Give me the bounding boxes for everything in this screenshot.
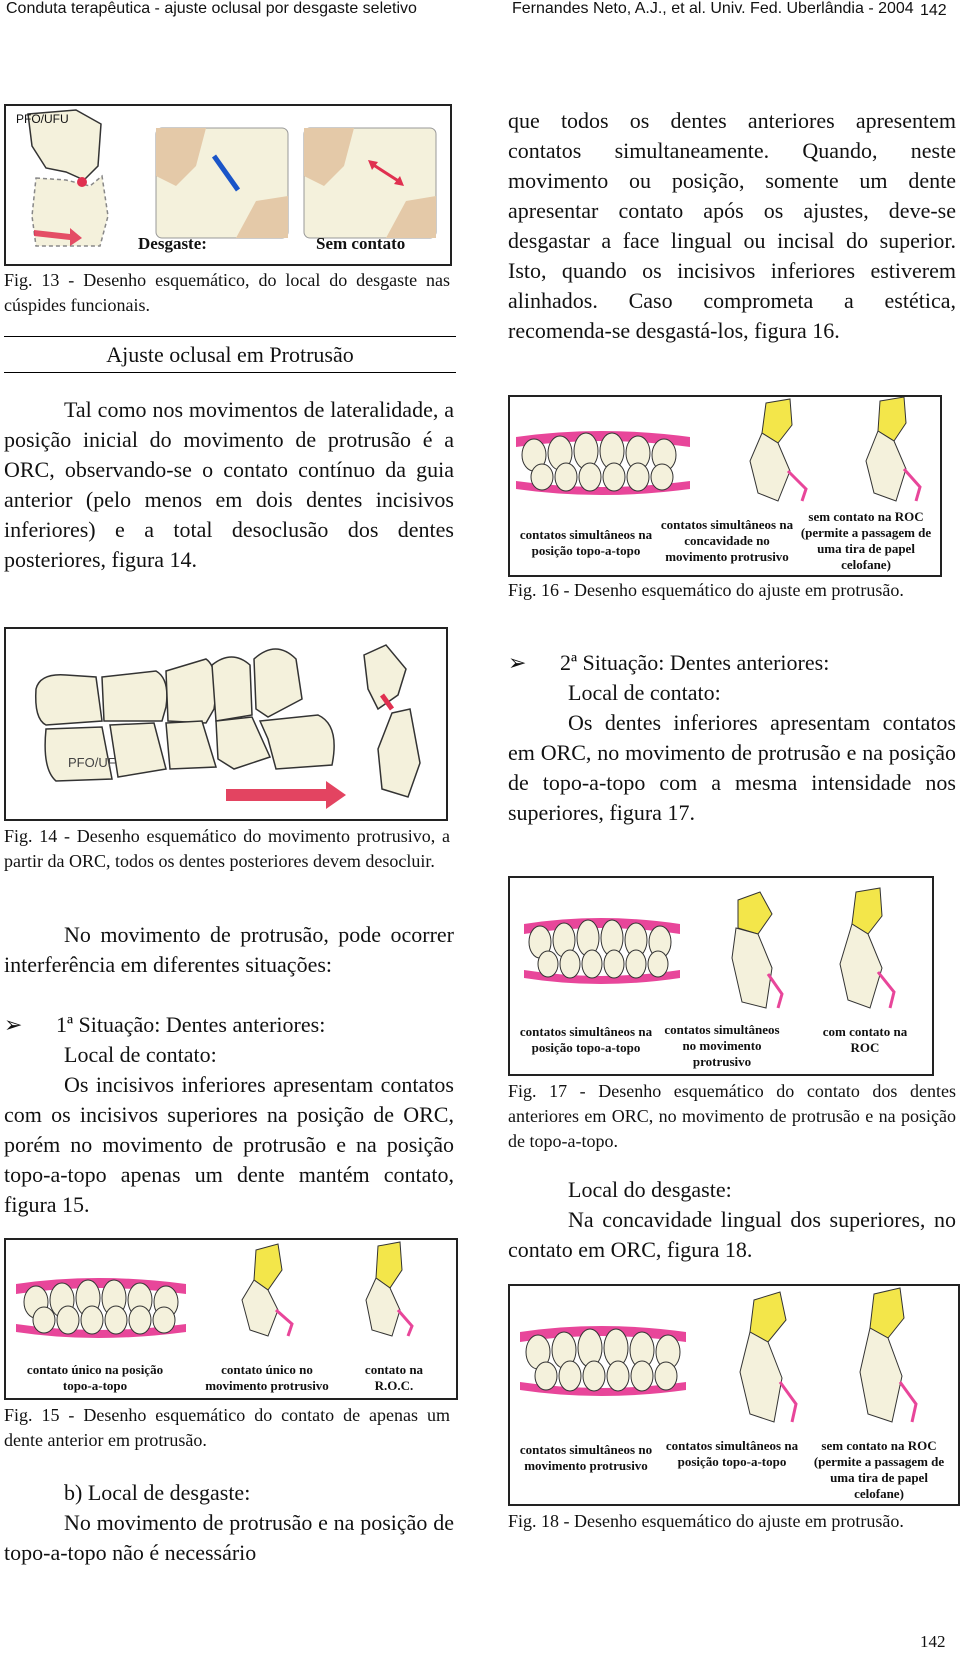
local-desgaste-2-title: Local do desgaste:: [568, 1177, 732, 1202]
section-rule-top: [4, 336, 456, 337]
header-left: Conduta terapêutica - ajuste oclusal por desgaste seletivo: [6, 0, 417, 17]
local-desgaste-2-text: Na concavidade lingual dos superiores, no contato em ORC, figura 18.: [508, 1207, 956, 1262]
figure-15-label-3: contato na R.O.C.: [364, 1362, 424, 1393]
figure-13-label-desgaste: Desgaste:: [138, 234, 207, 253]
situation-1-text: Os incisivos inferiores apresentam contatos com os incisivos superiores na posição de ORC, porém no movimento de protrusão e na posição topo-a-topo apenas um dente mantém contato, figura 15.: [4, 1072, 454, 1217]
local-desgaste-b-text: No movimento de protrusão e na posição de topo-a-topo não é necessário: [4, 1510, 454, 1565]
figure-16-label-1: contatos simultâneos na posição topo-a-topo: [519, 527, 653, 558]
situation-2-title: 2ª Situação: Dentes anteriores:: [559, 650, 830, 675]
figure-18-label-1: contatos simultâneos no movimento protrusivo: [519, 1442, 653, 1473]
figure-17-label-3: com contato na ROC: [822, 1024, 908, 1055]
figure-13: [4, 104, 452, 266]
figure-13-label-sem-contato: Sem contato: [316, 234, 406, 253]
figure-16-drawing: [510, 397, 940, 507]
figure-18-profile-1: [740, 1292, 796, 1422]
figure-17: [508, 876, 934, 1076]
figure-13-caption: Fig. 13 - Desenho esquemático, do local do desgaste nas cúspides funcionais.: [4, 270, 450, 315]
figure-16: [508, 395, 942, 577]
situation-1-local: Local de contato:: [64, 1042, 217, 1067]
figure-14: [4, 627, 448, 821]
figure-16-caption: Fig. 16 - Desenho esquemático do ajuste em protrusão.: [508, 580, 904, 600]
figure-18-drawing: [510, 1286, 958, 1436]
section-title: Ajuste oclusal em Protrusão: [106, 342, 354, 367]
figure-17-label-1: contatos simultâneos na posição topo-a-topo: [519, 1024, 653, 1055]
figure-15-profile-1: [242, 1244, 292, 1336]
figure-15-label-1: contato único na posição topo-a-topo: [26, 1362, 164, 1393]
bullet-arrow-icon: ➢: [4, 1012, 23, 1037]
figure-17-drawing: [510, 878, 932, 1018]
figure-15-caption: Fig. 15 - Desenho esquemático do contato de apenas um dente anterior em protrusão.: [4, 1405, 450, 1450]
figure-14-drawing: [6, 629, 446, 819]
figure-17-label-2: contatos simultâneos no movimento protrusivo: [664, 1022, 780, 1069]
figure-18-teeth-row: [520, 1326, 686, 1396]
paragraph-right-continuation: que todos os dentes anteriores apresentem contatos simultaneamente. Quando, neste movimento ou posição, somente um dente apresentar contato após os ajustes, deve-se desgastar a face lingual ou incisal do superior. Isto, quando os incisivos inferiores estiverem alinhados. Caso comprometa a estética, recomenda-se desgastá-los, figura 16.: [508, 108, 956, 343]
figure-18-caption: Fig. 18 - Desenho esquemático do ajuste em protrusão.: [508, 1511, 904, 1531]
figure-16-label-3: sem contato na ROC (permite a passagem de uma tira de papel celofane): [800, 509, 932, 572]
figure-15-teeth-row: [16, 1278, 186, 1338]
figure-15-label-2: contato único no movimento protrusivo: [205, 1362, 329, 1393]
local-desgaste-b-title: b) Local de desgaste:: [64, 1480, 251, 1505]
figure-17-profile-1: [732, 892, 782, 1008]
figure-18-label-3: sem contato na ROC (permite a passagem de uma tira de papel celofane): [813, 1438, 945, 1501]
paragraph-protrusion-intro: Tal como nos movimentos de lateralidade, a posição inicial do movimento de protrusão é a ORC, observando-se o contato contínuo da guia anterior (pelo menos em dois dentes incisivos inferiores) e a total desoclusão dos dentes posteriores, figura 14.: [4, 397, 454, 572]
figure-18-profile-2: [860, 1288, 916, 1422]
situation-1-bullet: [4, 1010, 454, 1040]
figure-15: [4, 1238, 458, 1400]
figure-16-teeth-row: [516, 431, 690, 495]
header-right: Fernandes Neto, A.J., et al. Univ. Fed. Uberlândia - 2004: [512, 0, 914, 17]
figure-13-watermark: PFO/UFU: [16, 112, 69, 126]
figure-17-teeth-row: [524, 918, 680, 984]
figure-16-profile-2: [866, 397, 920, 501]
figure-18: [508, 1284, 960, 1506]
header-page-number: 142: [920, 2, 947, 19]
figure-14-watermark: PFO/UF: [68, 755, 116, 770]
figure-16-profile-1: [750, 399, 806, 501]
section-rule-bottom: [4, 372, 456, 373]
figure-17-caption: Fig. 17 - Desenho esquemático do contato dos dentes anteriores em ORC, no movimento de protrusão e na posição de topo-a-topo.: [508, 1081, 956, 1151]
figure-16-label-2: contatos simultâneos na concavidade no movimento protrusivo: [660, 517, 794, 564]
figure-14-caption: Fig. 14 - Desenho esquemático do movimento protrusivo, a partir da ORC, todos os dentes posteriores devem desocluir.: [4, 826, 450, 871]
situation-1-title: 1ª Situação: Dentes anteriores:: [55, 1012, 326, 1037]
bullet-arrow-icon: ➢: [508, 650, 527, 675]
figure-17-profile-2: [840, 888, 894, 1008]
situation-2-bullet: [508, 648, 956, 678]
paragraph-interference: No movimento de protrusão, pode ocorrer interferência em diferentes situações:: [4, 922, 454, 977]
situation-2-text: Os dentes inferiores apresentam contatos em ORC, no movimento de protrusão e na posição de topo-a-topo com a mesma intensidade nos superiores, figura 17.: [508, 710, 956, 825]
figure-15-drawing: [6, 1240, 456, 1340]
situation-2-local: Local de contato:: [568, 680, 721, 705]
footer-page-number: 142: [920, 1632, 946, 1651]
figure-15-profile-2: [366, 1242, 412, 1336]
figure-18-label-2: contatos simultâneos na posição topo-a-topo: [665, 1438, 799, 1469]
